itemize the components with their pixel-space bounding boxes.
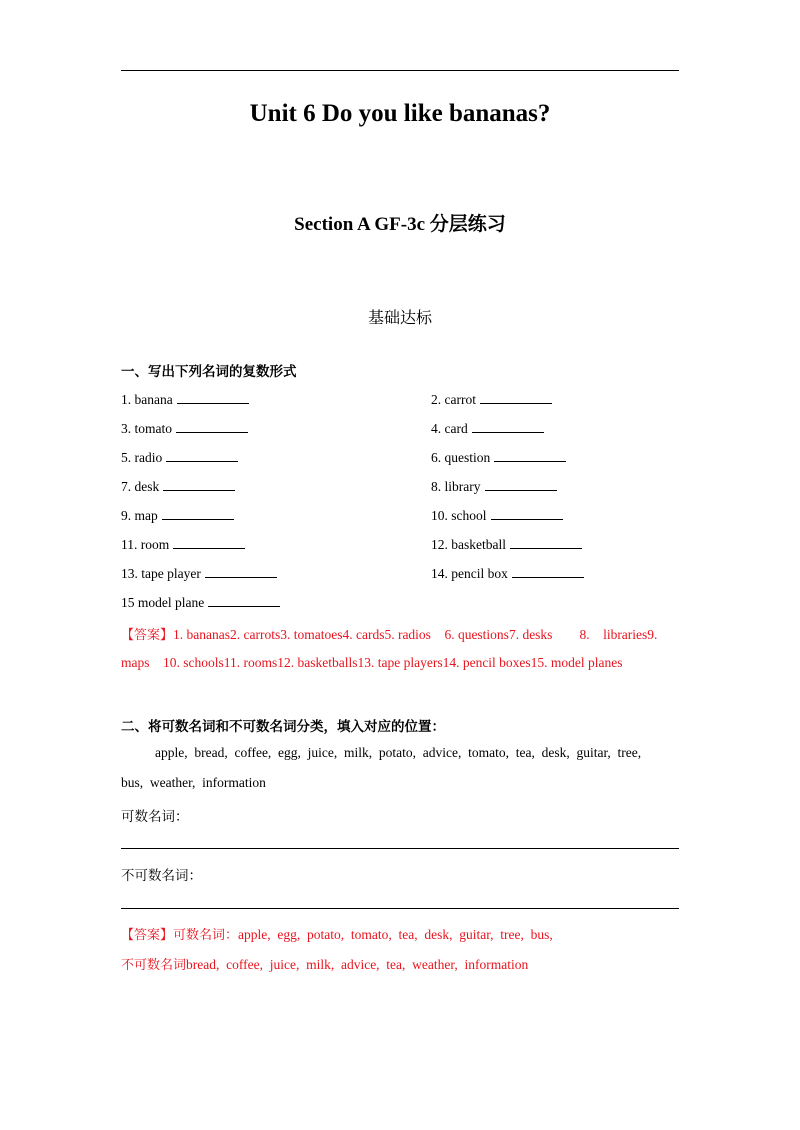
- item-label: 5. radio: [121, 450, 163, 465]
- answer-blank[interactable]: [512, 566, 584, 578]
- answer-tag: 【答案】: [121, 628, 174, 643]
- item-label: 7. desk: [121, 479, 160, 494]
- item-label: 13. tape player: [121, 566, 201, 581]
- exercise-item: [121, 450, 238, 466]
- uncountable-label: 不可数名词：: [121, 868, 202, 884]
- countable-answer-line[interactable]: [121, 848, 679, 849]
- item-label: 3. tomato: [121, 421, 172, 436]
- item-label: 1. banana: [121, 392, 173, 407]
- item-label: 15 model plane: [121, 595, 205, 610]
- answer-text: bread, coffee, juice, milk, advice, tea, weather, information: [186, 957, 529, 972]
- answer-blank[interactable]: [177, 392, 249, 404]
- answer-text: 1. bananas2. carrots3. tomatoes4. cards5. radios 6. questions7. desks 8. libraries9.: [173, 627, 658, 642]
- exercise-item: [431, 508, 563, 524]
- header-rule: [121, 70, 679, 71]
- word-list-line-1: apple, bread, coffee, egg, juice, milk, potato, advice, tomato, tea, desk, guitar, tree,: [155, 745, 642, 760]
- exercise-1-answer-line-1: [121, 624, 679, 643]
- answer-blank[interactable]: [162, 508, 234, 520]
- answer-blank[interactable]: [166, 450, 238, 462]
- exercise-item: [121, 537, 245, 553]
- item-label: 14. pencil box: [431, 566, 508, 581]
- exercise-2-answer-line-2: [121, 954, 679, 973]
- answer-blank[interactable]: [205, 566, 277, 578]
- item-label: 8. library: [431, 479, 481, 494]
- exercise-item: [121, 595, 280, 611]
- item-label: 2. carrot: [431, 392, 476, 407]
- exercise-1-heading: 一、写出下列名词的复数形式: [121, 364, 297, 380]
- answer-text: apple, egg, potato, tomato, tea, desk, guitar, tree, bus,: [238, 927, 553, 942]
- answer-text: maps 10. schools11. rooms12. basketballs13. tape players14. pencil boxes15. model planes: [121, 655, 623, 670]
- page-title: Unit 6 Do you like bananas?: [249, 100, 551, 127]
- exercise-item: [121, 479, 235, 495]
- item-label: 10. school: [431, 508, 487, 523]
- exercise-2-answer-line-1: [121, 924, 679, 943]
- answer-blank[interactable]: [494, 450, 566, 462]
- exercise-item: [431, 450, 566, 466]
- exercise-1-answer-line-2: [121, 655, 679, 671]
- answer-blank[interactable]: [163, 479, 235, 491]
- exercise-item: [121, 508, 234, 524]
- answer-blank[interactable]: [173, 537, 245, 549]
- exercise-item: [431, 566, 584, 582]
- answer-blank[interactable]: [510, 537, 582, 549]
- item-label: 11. room: [121, 537, 170, 552]
- item-label: 6. question: [431, 450, 491, 465]
- answer-blank[interactable]: [472, 421, 544, 433]
- exercise-2-heading: 二、将可数名词和不可数名词分类，填入对应的位置：: [121, 719, 445, 735]
- exercise-item: [121, 421, 248, 437]
- answer-blank[interactable]: [208, 595, 280, 607]
- countable-label: 可数名词：: [121, 809, 189, 825]
- answer-blank[interactable]: [176, 421, 248, 433]
- answer-blank[interactable]: [491, 508, 563, 520]
- answer-tag: 【答案】: [121, 928, 174, 943]
- answer-label: 不可数名词: [121, 958, 187, 973]
- exercise-item: [121, 392, 249, 408]
- exercise-item: [431, 392, 552, 408]
- exercise-item: [431, 479, 557, 495]
- answer-blank[interactable]: [485, 479, 557, 491]
- answer-blank[interactable]: [480, 392, 552, 404]
- exercise-item: [431, 421, 544, 437]
- item-label: 9. map: [121, 508, 158, 523]
- level-heading: 基础达标: [367, 308, 432, 327]
- word-list-line-2: bus, weather, information: [121, 775, 266, 790]
- item-label: 12. basketball: [431, 537, 506, 552]
- section-subtitle: Section A GF-3c 分层练习: [294, 214, 506, 235]
- item-label: 4. card: [431, 421, 468, 436]
- uncountable-answer-line[interactable]: [121, 908, 679, 909]
- exercise-item: [431, 537, 582, 553]
- answer-label: 可数名词：: [173, 928, 239, 943]
- exercise-item: [121, 566, 277, 582]
